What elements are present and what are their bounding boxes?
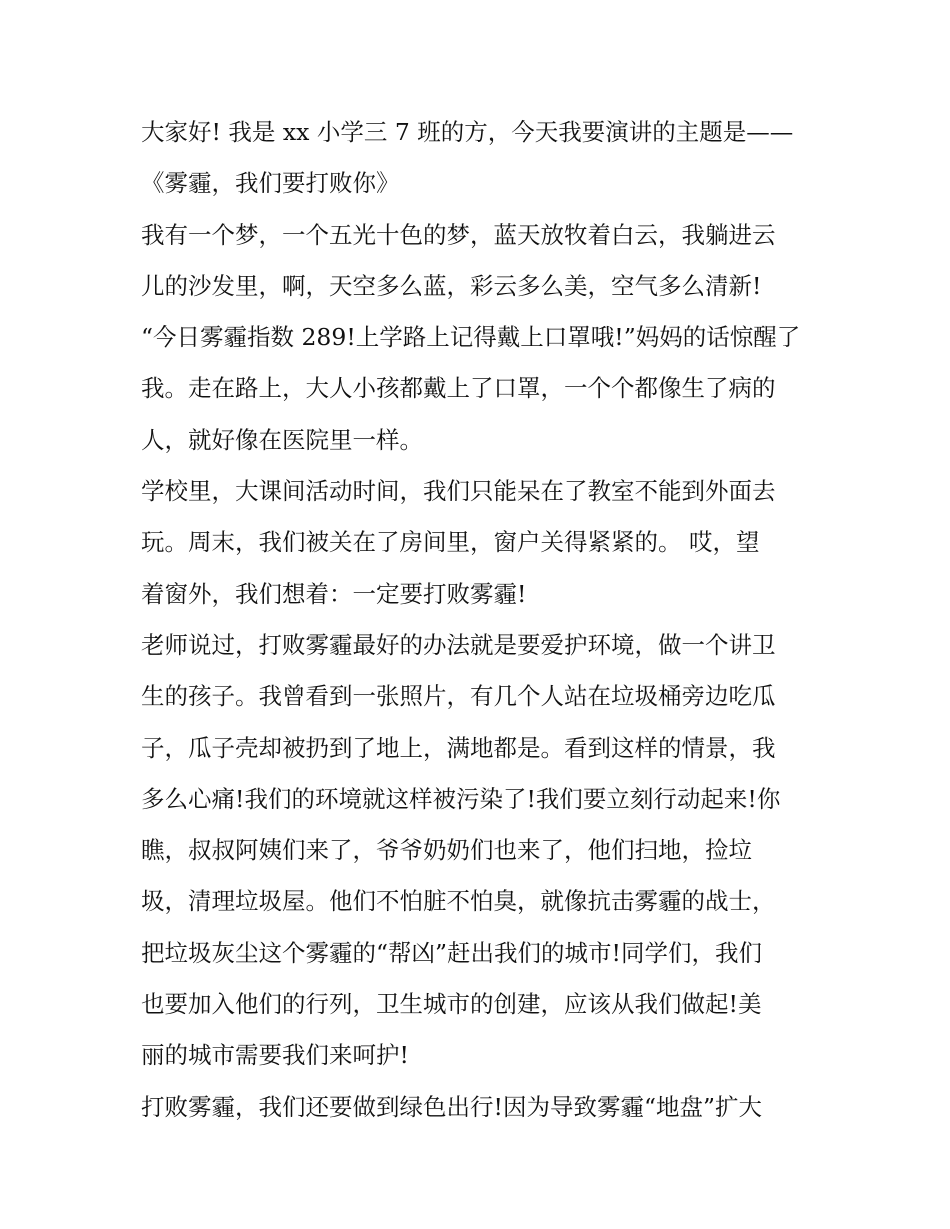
text-line: 老师说过，打败雾霾最好的办法就是要爱护环境，做一个讲卫 (141, 630, 776, 659)
text-line: 也要加入他们的行列，卫生城市的创建，应该从我们做起!美 (141, 990, 762, 1019)
text-line: 生的孩子。我曾看到一张照片，有几个人站在垃圾桶旁边吃瓜 (141, 682, 776, 711)
text-line: 玩。周末，我们被关在了房间里，窗户关得紧紧的。 哎，望 (141, 528, 760, 557)
text-line: 学校里，大课间活动时间，我们只能呆在了教室不能到外面去 (141, 477, 776, 506)
text-line: “今日雾霾指数 289!上学路上记得戴上口罩哦!”妈妈的话惊醒了 (141, 323, 801, 352)
text-line: 我有一个梦，一个五光十色的梦，蓝天放牧着白云，我躺进云 (141, 220, 776, 249)
text-line: 儿的沙发里，啊，天空多么蓝，彩云多么美，空气多么清新! (141, 271, 762, 300)
text-line: 大家好! 我是 xx 小学三 7 班的方，今天我要演讲的主题是—— (141, 118, 794, 146)
text-line: 《雾霾，我们要打败你》 (141, 169, 400, 198)
text-line: 着窗外，我们想着：一定要打败雾霾! (141, 579, 527, 608)
text-line: 人，就好像在医院里一样。 (141, 425, 423, 454)
speech-text (141, 107, 821, 1133)
text-line: 打败雾霾，我们还要做到绿色出行!因为导致雾霾“地盘”扩大 (141, 1092, 762, 1121)
text-line: 瞧，叔叔阿姨们来了，爷爷奶奶们也来了，他们扫地，捡垃 (141, 836, 752, 865)
text-line: 圾，清理垃圾屋。他们不怕脏不怕臭，就像抗击雾霾的战士， (141, 887, 776, 916)
text-line: 丽的城市需要我们来呵护! (141, 1041, 409, 1070)
text-line: 子，瓜子壳却被扔到了地上，满地都是。看到这样的情景，我 (141, 733, 776, 762)
text-line: 把垃圾灰尘这个雾霾的“帮凶”赶出我们的城市!同学们，我们 (141, 938, 762, 967)
text-line: 多么心痛!我们的环境就这样被污染了!我们要立刻行动起来!你 (141, 784, 781, 813)
text-line: 我。走在路上，大人小孩都戴上了口罩，一个个都像生了病的 (141, 374, 776, 403)
